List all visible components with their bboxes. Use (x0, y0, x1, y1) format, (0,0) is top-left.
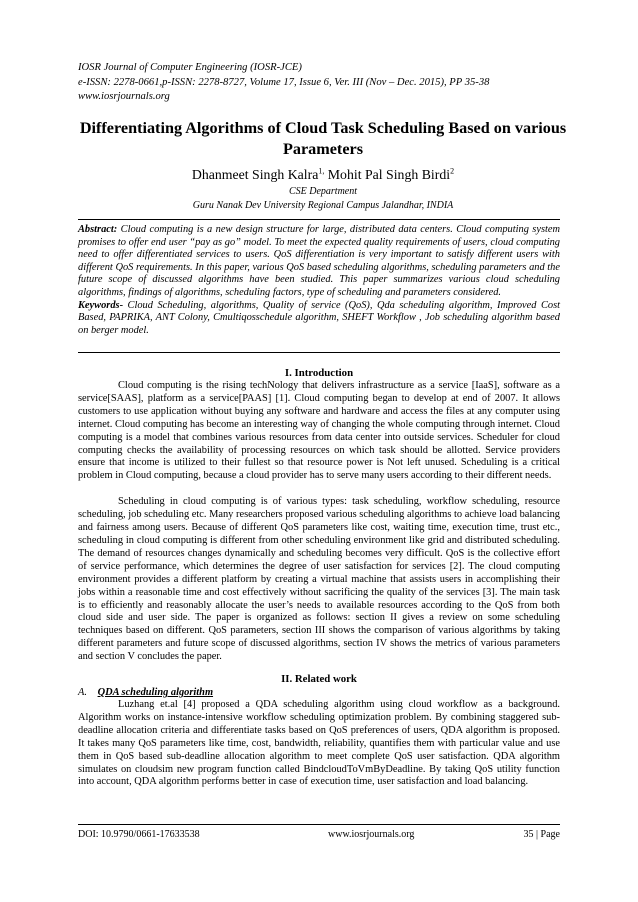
affiliation-institution: Guru Nanak Dev University Regional Campus Jalandhar, INDIA (192, 200, 454, 211)
footer-page-number: 35 | Page (523, 829, 560, 840)
footer-rule (78, 824, 560, 825)
keywords-label: Keywords- (78, 299, 124, 311)
abstract-top-rule (78, 219, 560, 220)
author-list (78, 166, 568, 184)
body-paragraph: Luzhang et.al [4] proposed a QDA scheduling algorithm using cloud workflow as a background. Algorithm works on instance-intensive workflow scheduling optimization problem. By combining staggered sub-deadline allocation criteria and differentiate tasks based on QoS preferences of users, QDA algorithm is proposed. It takes many QoS parameters like time, cost, bandwidth, reliability, quantifies them with particular value and use them in QoS based sub-deadline allocation algorithm to meet complete QoS user satisfaction. QDA algorithm simulates on cloudsim new program function called BindcloudToVmByDeadline. By taking QoS utility function into account, QDA algorithm performs better in case of execution time, user satisfaction and load balancing. (78, 699, 560, 788)
affiliation-department: CSE Department (288, 186, 358, 197)
abstract-label: Abstract: (78, 224, 118, 235)
keywords-text: Cloud Scheduling, algorithms, Quality of service (QoS), Qda scheduling algorithm, Improved Cost Based, PAPRIKA, ANT Colony, Cmultiqosschedule algorithm, SHEFT Workflow , Job scheduling algorithm based on berger model. (78, 299, 560, 336)
journal-name: IOSR Journal of Computer Engineering (IOSR-JCE) (78, 62, 302, 73)
subsection-title: QDA scheduling algorithm (97, 687, 214, 698)
section-heading-related-work: II. Related work (281, 673, 357, 685)
paper-title: Differentiating Algorithms of Cloud Task Scheduling Based on various Parameters (79, 119, 567, 158)
journal-header (78, 61, 568, 105)
abstract-paragraph (78, 224, 560, 300)
footer-website: www.iosrjournals.org (328, 829, 415, 840)
abstract-block (78, 224, 560, 337)
section-heading-introduction: I. Introduction (284, 367, 354, 379)
footer-doi: DOI: 10.9790/0661-17633538 (78, 829, 200, 840)
abstract-text: Cloud computing is a new design structure for large, distributed data centers. Cloud computing system promises to offer end user “pay as go” model. To meet the expected quality requirements of users, cloud computing need to offer differentiated services to users. QoS differentiation is very important to satisfy different users with different QoS requirements. In this paper, various QoS based scheduling algorithms, scheduling parameters and the future scope of discussed algorithms have been studied. This paper summarizes various cloud scheduling algorithms, findings of algorithms, scheduling factors, type of scheduling and parameters considered. (78, 224, 560, 298)
author-name: Mohit Pal Singh Birdi (324, 167, 451, 182)
journal-issn-volume: e-ISSN: 2278-0661,p-ISSN: 2278-8727, Volume 17, Issue 6, Ver. III (Nov – Dec. 2015), PP 35-38 (78, 76, 490, 88)
introduction-body (78, 380, 560, 664)
journal-website: www.iosrjournals.org (78, 91, 170, 103)
author-affiliation-mark: 2 (450, 166, 455, 176)
subsection-prefix: A. (78, 687, 87, 698)
body-paragraph: Scheduling in cloud computing is of various types: task scheduling, workflow scheduling, resource scheduling, job scheduling etc. Many researchers proposed various scheduling algorithms to achieve load balancing and fairness among users. Because of different QoS parameters like cost, waiting time, execution time, trust etc., scheduling in cloud computing is different from other scheduling environment like grid and distributed scheduling. The demand of resources changes dynamically and scheduling becomes very difficult. QoS is the collective effort of service performance, which determines the degree of user satisfaction for services [2]. The cloud computing environment provides a different platform by creating a virtual machine that assists users in accomplishing their jobs within a reasonable time and cost effectively without sacrificing the quality of the services [3]. The main task is to efficiently and reasonably allocate the user’s needs to available resources according to the QoS from both cloud side and user side. The paper is organized as follows: section II gives a review on some scheduling techniques based on different. QoS parameters, section III shows the comparison of various algorithms by taking different parameters and future scope of discussed algorithms, section IV shows the metrics of various parameters and section V concludes the paper. (78, 496, 560, 663)
body-paragraph: Cloud computing is the rising techNology that delivers infrastructure as a service [IaaS], software as a service[SAAS], platform as a service[PAAS] [1]. Cloud computing began to develop at end of 2007. It allows customers to use application without buying any software and hardware and access the files at any computer using internet. Cloud computing has become an interesting way of changing the whole computing through internet. Cloud computing is a model that combines various resources from data center into outside services. Scheduler for cloud computing checks the availability of processing resources on which task should be allotted. Service providers ensure that income is utilized to their fullest so that resource power is Not left unused. Scheduling is a critical problem in Cloud computing, because a cloud provider has to serve many users according to their different needs. (78, 380, 560, 482)
related-work-body (78, 699, 560, 789)
author-affiliation-mark: 1, (318, 166, 325, 176)
subsection-heading-qda (78, 686, 560, 699)
abstract-bottom-rule (78, 352, 560, 353)
author-name: Dhanmeet Singh Kalra (191, 167, 319, 182)
keywords-paragraph (78, 300, 560, 338)
